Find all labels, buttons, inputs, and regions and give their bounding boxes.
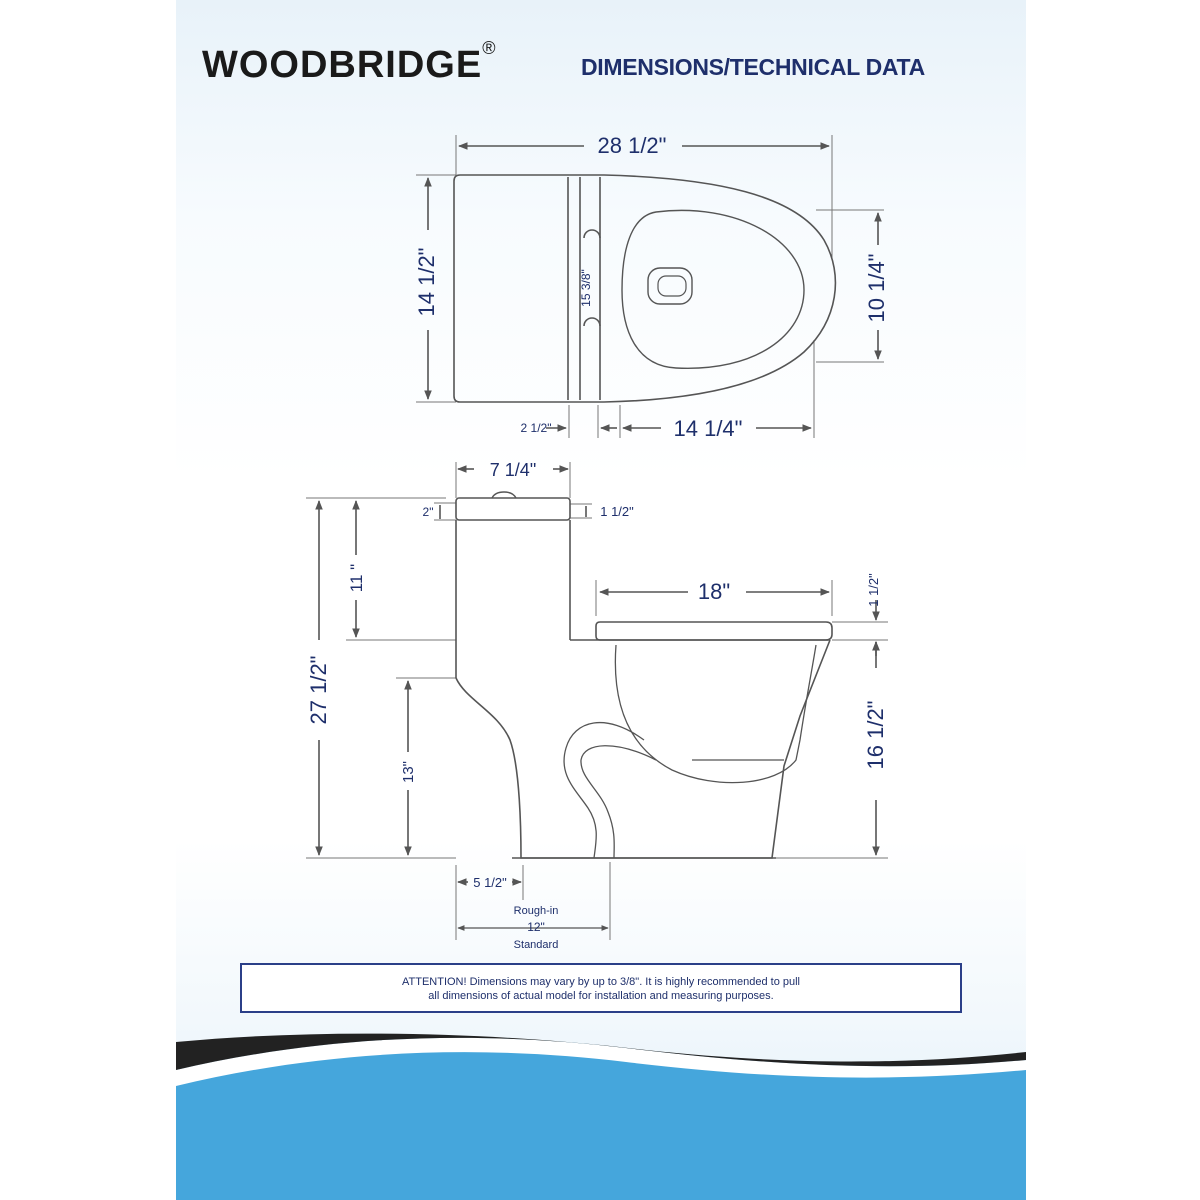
attention-notice: [240, 963, 962, 1013]
dim-bowl-width: 10 1/4": [864, 253, 889, 323]
registered-mark: ®: [482, 38, 497, 58]
dim-bowl-height: 16 1/2": [863, 700, 888, 770]
page-title: DIMENSIONS/TECHNICAL DATA: [581, 54, 925, 80]
dim-button-height: 1 1/2": [600, 504, 634, 519]
dim-seat-thickness: 1 1/2": [866, 573, 881, 607]
dim-inlet-height: 13": [400, 760, 417, 784]
dim-base-offset: 5 1/2": [473, 875, 507, 890]
technical-diagram: [176, 0, 1026, 1200]
dim-overall-length: 28 1/2": [597, 133, 667, 158]
dim-tank-height: 11 ": [347, 563, 366, 593]
spec-sheet: [176, 0, 1026, 1200]
rough-in-standard: Standard: [513, 939, 559, 951]
dim-tank-top-width: 7 1/4": [489, 460, 537, 480]
notice-line-1: ATTENTION! Dimensions may vary by up to 3/8". It is highly recommended to pull: [401, 976, 800, 988]
top-view: [416, 135, 884, 438]
dim-lid-thickness: 2": [422, 505, 434, 519]
dim-tank-depth: 14 1/2": [414, 247, 439, 317]
rough-in-label: Rough-in: [513, 905, 559, 917]
notice-line-2: all dimensions of actual model for installation and measuring purposes.: [428, 990, 774, 1002]
rough-in-value: 12": [527, 920, 545, 934]
dim-overall-height: 27 1/2": [306, 655, 331, 725]
footer-wave: [176, 1030, 1026, 1200]
brand-name: WOODBRIDGE: [202, 44, 483, 86]
dim-seat-length: 18": [697, 579, 731, 604]
dim-bolt-spacing: 15 3/8": [579, 269, 593, 307]
dim-bowl-length: 14 1/4": [673, 416, 743, 441]
side-view: [306, 462, 888, 940]
dim-bolt-offset: 2 1/2": [520, 421, 552, 435]
